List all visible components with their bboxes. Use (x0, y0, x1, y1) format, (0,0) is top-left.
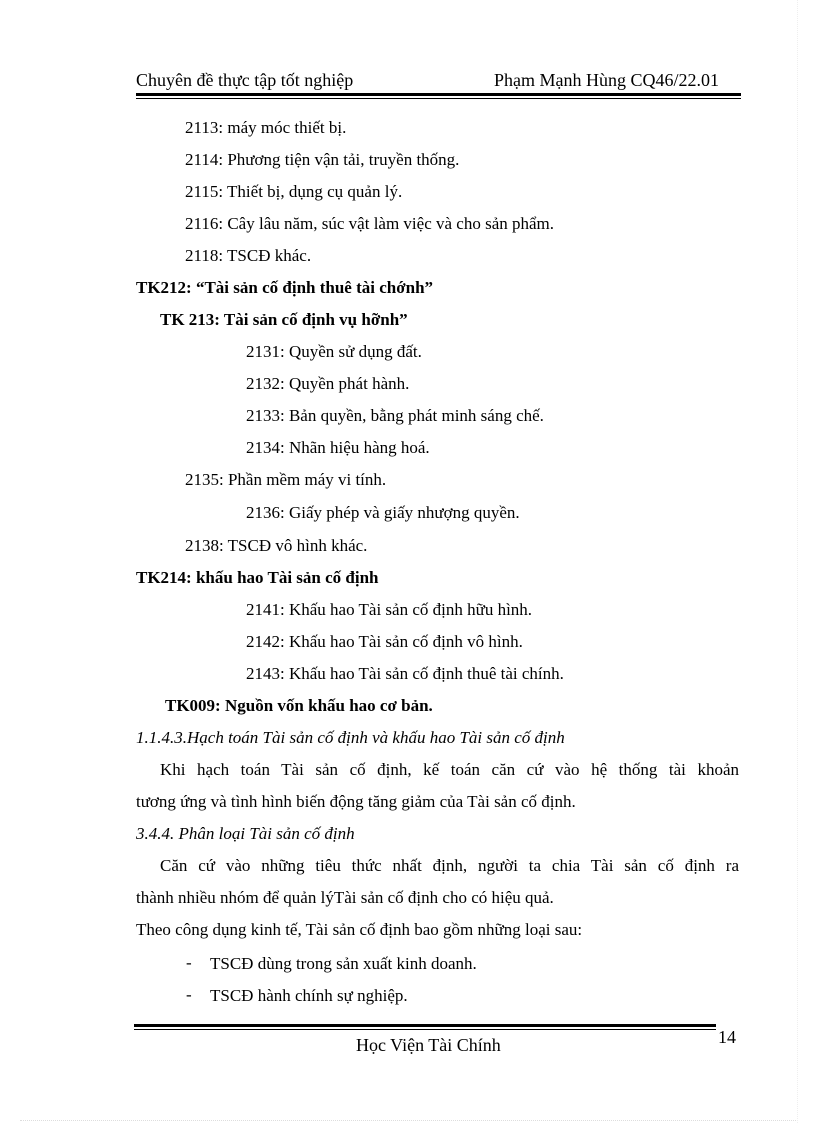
account-tk214-heading: TK214: khấu hao Tài sản cố định (136, 568, 379, 587)
page-border-dotted (20, 1120, 796, 1121)
account-2115: 2115: Thiết bị, dụng cụ quản lý. (185, 182, 403, 201)
footer-institution: Học Viện Tài Chính (356, 1035, 501, 1055)
header-author: Phạm Mạnh Hùng CQ46/22.01 (494, 70, 719, 90)
section-344-para-line1: Căn cứ vào những tiêu thức nhất định, người ta chia Tài sản cố định ra (160, 856, 739, 875)
bullet-item-2: TSCĐ hành chính sự nghiệp. (210, 986, 408, 1005)
account-2134: 2134: Nhãn hiệu hàng hoá. (246, 438, 430, 457)
section-344-para-line2: thành nhiều nhóm để quản lýTài sản cố định cho có hiệu quả. (136, 888, 554, 907)
account-2131: 2131: Quyền sử dụng đất. (246, 342, 422, 361)
footer-rule-thin (134, 1029, 716, 1030)
account-2132: 2132: Quyền phát hành. (246, 374, 410, 393)
account-2113: 2113: máy móc thiết bị. (185, 118, 347, 137)
account-2143: 2143: Khấu hao Tài sản cố định thuê tài chính. (246, 664, 564, 683)
page-number: 14 (718, 1027, 736, 1047)
account-tk212-heading: TK212: “Tài sản cố định thuê tài chớnh” (136, 278, 434, 297)
account-2138: 2138: TSCĐ vô hình khác. (185, 536, 368, 555)
account-2116: 2116: Cây lâu năm, súc vật làm việc và cho sản phẩm. (185, 214, 555, 233)
header-rule-thick (136, 93, 741, 96)
account-2133: 2133: Bản quyền, bằng phát minh sáng chế. (246, 406, 544, 425)
header-rule-thin (136, 98, 741, 99)
section-1143-para-line2: tương ứng và tình hình biến động tăng giảm của Tài sản cố định. (136, 792, 576, 811)
account-2135: 2135: Phần mềm máy vi tính. (185, 470, 387, 489)
header-title: Chuyên đề thực tập tốt nghiệp (136, 70, 354, 90)
page-edge-dotted (797, 0, 798, 1123)
account-2142: 2142: Khấu hao Tài sản cố định vô hình. (246, 632, 523, 651)
account-2118: 2118: TSCĐ khác. (185, 246, 312, 265)
account-2141: 2141: Khấu hao Tài sản cố định hữu hình. (246, 600, 533, 619)
account-2136: 2136: Giấy phép và giấy nhượng quyền. (246, 503, 520, 522)
bullet-dash-1: - (186, 953, 192, 972)
footer-rule-thick (134, 1024, 716, 1027)
section-1143-heading: 1.1.4.3.Hạch toán Tài sản cố định và khấu hao Tài sản cố định (136, 728, 565, 747)
account-tk009-heading: TK009: Nguồn vốn khấu hao cơ bản. (165, 696, 433, 715)
section-344-heading: 3.4.4. Phân loại Tài sản cố định (136, 824, 355, 843)
bullet-dash-2: - (186, 985, 192, 1004)
section-1143-para-line1: Khi hạch toán Tài sản cố định, kế toán căn cứ vào hệ thống tài khoản (160, 760, 739, 779)
account-tk213-heading: TK 213: Tài sản cố định vụ hỡnh” (160, 310, 408, 329)
bullet-item-1: TSCĐ dùng trong sản xuất kinh doanh. (210, 954, 477, 973)
account-2114: 2114: Phương tiện vận tải, truyền thống. (185, 150, 460, 169)
section-344-para-line3: Theo công dụng kinh tế, Tài sản cố định bao gồm những loại sau: (136, 920, 583, 939)
